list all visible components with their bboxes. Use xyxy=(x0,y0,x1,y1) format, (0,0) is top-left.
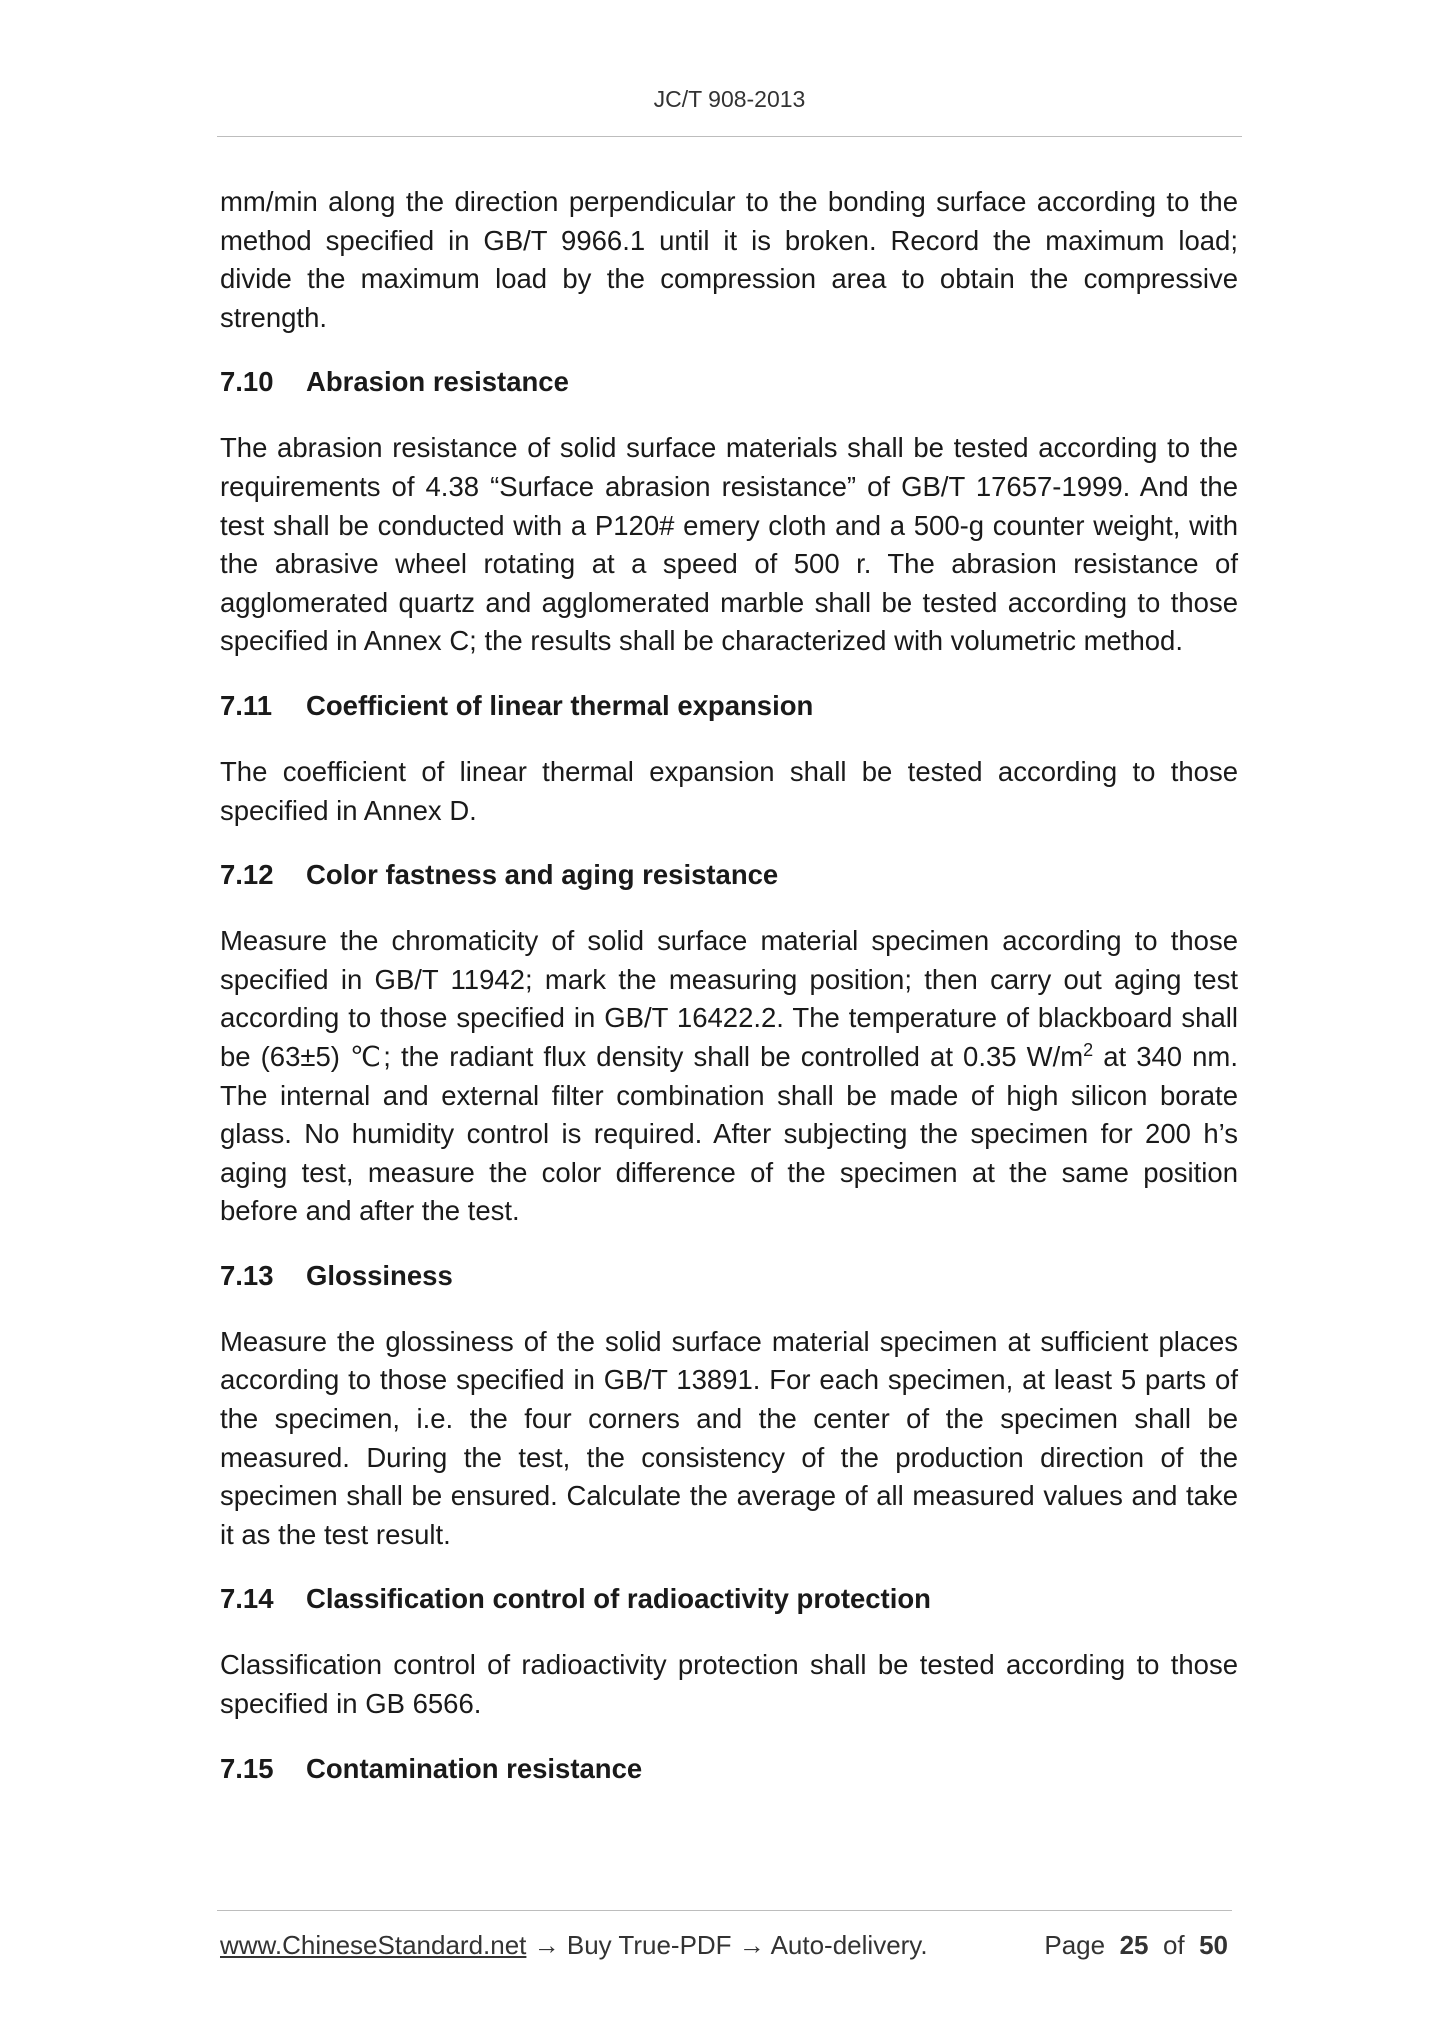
section-number: 7.10 xyxy=(220,366,274,398)
page-header xyxy=(217,86,1242,113)
website-link[interactable]: www.ChineseStandard.net xyxy=(220,1930,527,1960)
section-heading-7-10 xyxy=(220,363,1238,401)
section-heading-7-14 xyxy=(220,1580,1238,1618)
intro-paragraph: mm/min along the direction perpendicular to the bonding surface according to the method specified in GB/T 9966.1 until it is broken. Record the maximum load; divide the maximum load by the compression area to obtain the compressive strength. xyxy=(220,186,1238,333)
section-heading-7-13 xyxy=(220,1257,1238,1295)
header-divider xyxy=(217,136,1242,137)
of-word: of xyxy=(1162,1930,1185,1960)
page-number: 25 xyxy=(1119,1930,1149,1960)
section-number: 7.11 xyxy=(220,689,273,721)
section-title: Coefficient of linear thermal expansion xyxy=(306,689,814,721)
paragraph-text: at 340 nm. The internal and external filter combination shall be made of high silicon borate glass. No humidity control is required. After subjecting the specimen for 200 h’s aging test, measure the color difference of the specimen at the same position before and after the test. xyxy=(220,1040,1238,1227)
page-footer xyxy=(220,1930,1232,1961)
page-indicator xyxy=(1044,1930,1228,1961)
total-pages: 50 xyxy=(1199,1930,1228,1960)
section-number: 7.14 xyxy=(220,1583,274,1615)
section-title: Glossiness xyxy=(306,1259,453,1291)
section-number: 7.13 xyxy=(220,1259,274,1291)
section-number: 7.15 xyxy=(220,1752,274,1784)
section-number: 7.12 xyxy=(220,859,274,891)
section-7-10-paragraph: The abrasion resistance of solid surface materials shall be tested according to the requirements of 4.38 “Surface abrasion resistance” of GB/T 17657-1999. And the test shall be conducted with a P120# emery cloth and a 500-g counter weight, with the abrasive wheel rotating at a speed of 500 r. The abrasion resistance of agglomerated quartz and agglomerated marble shall be tested according to those specified in Annex C; the results shall be characterized with volumetric method. xyxy=(220,432,1238,657)
section-heading-7-15 xyxy=(220,1750,1238,1788)
section-7-11-paragraph: The coefficient of linear thermal expansion shall be tested according to those specified in Annex D. xyxy=(220,755,1238,826)
document-body xyxy=(220,183,1238,1816)
section-title: Contamination resistance xyxy=(306,1752,643,1784)
section-heading-7-11 xyxy=(220,687,1238,725)
section-title: Classification control of radioactivity protection xyxy=(306,1583,931,1615)
paragraph-text: Measure the chromaticity of solid surface material specimen according to those specified in GB/T 11942; mark the measuring position; then carry out aging test according to those specified in GB/T 16422.2. The temperature of blackboard shall be (63±5) ℃; the radiant flux density shall be controlled at 0.35 W/m xyxy=(220,925,1238,1072)
section-title: Abrasion resistance xyxy=(306,366,569,398)
superscript: 2 xyxy=(1083,1039,1094,1060)
section-7-12-paragraph xyxy=(220,922,1238,1231)
section-7-14-paragraph: Classification control of radioactivity protection shall be tested according to those specified in GB 6566. xyxy=(220,1649,1238,1720)
section-title: Color fastness and aging resistance xyxy=(306,859,779,891)
document-id: JC/T 908-2013 xyxy=(653,86,806,112)
footer-tagline: → Buy True-PDF → Auto-delivery. xyxy=(526,1930,928,1960)
footer-divider xyxy=(217,1910,1232,1911)
section-heading-7-12 xyxy=(220,856,1238,894)
page-word: Page xyxy=(1044,1930,1106,1960)
section-7-13-paragraph: Measure the glossiness of the solid surface material specimen at sufficient places according to those specified in GB/T 13891. For each specimen, at least 5 parts of the specimen, i.e. the four corners and the center of the specimen shall be measured. During the test, the consistency of the production direction of the specimen shall be ensured. Calculate the average of all measured values and take it as the test result. xyxy=(220,1325,1238,1550)
